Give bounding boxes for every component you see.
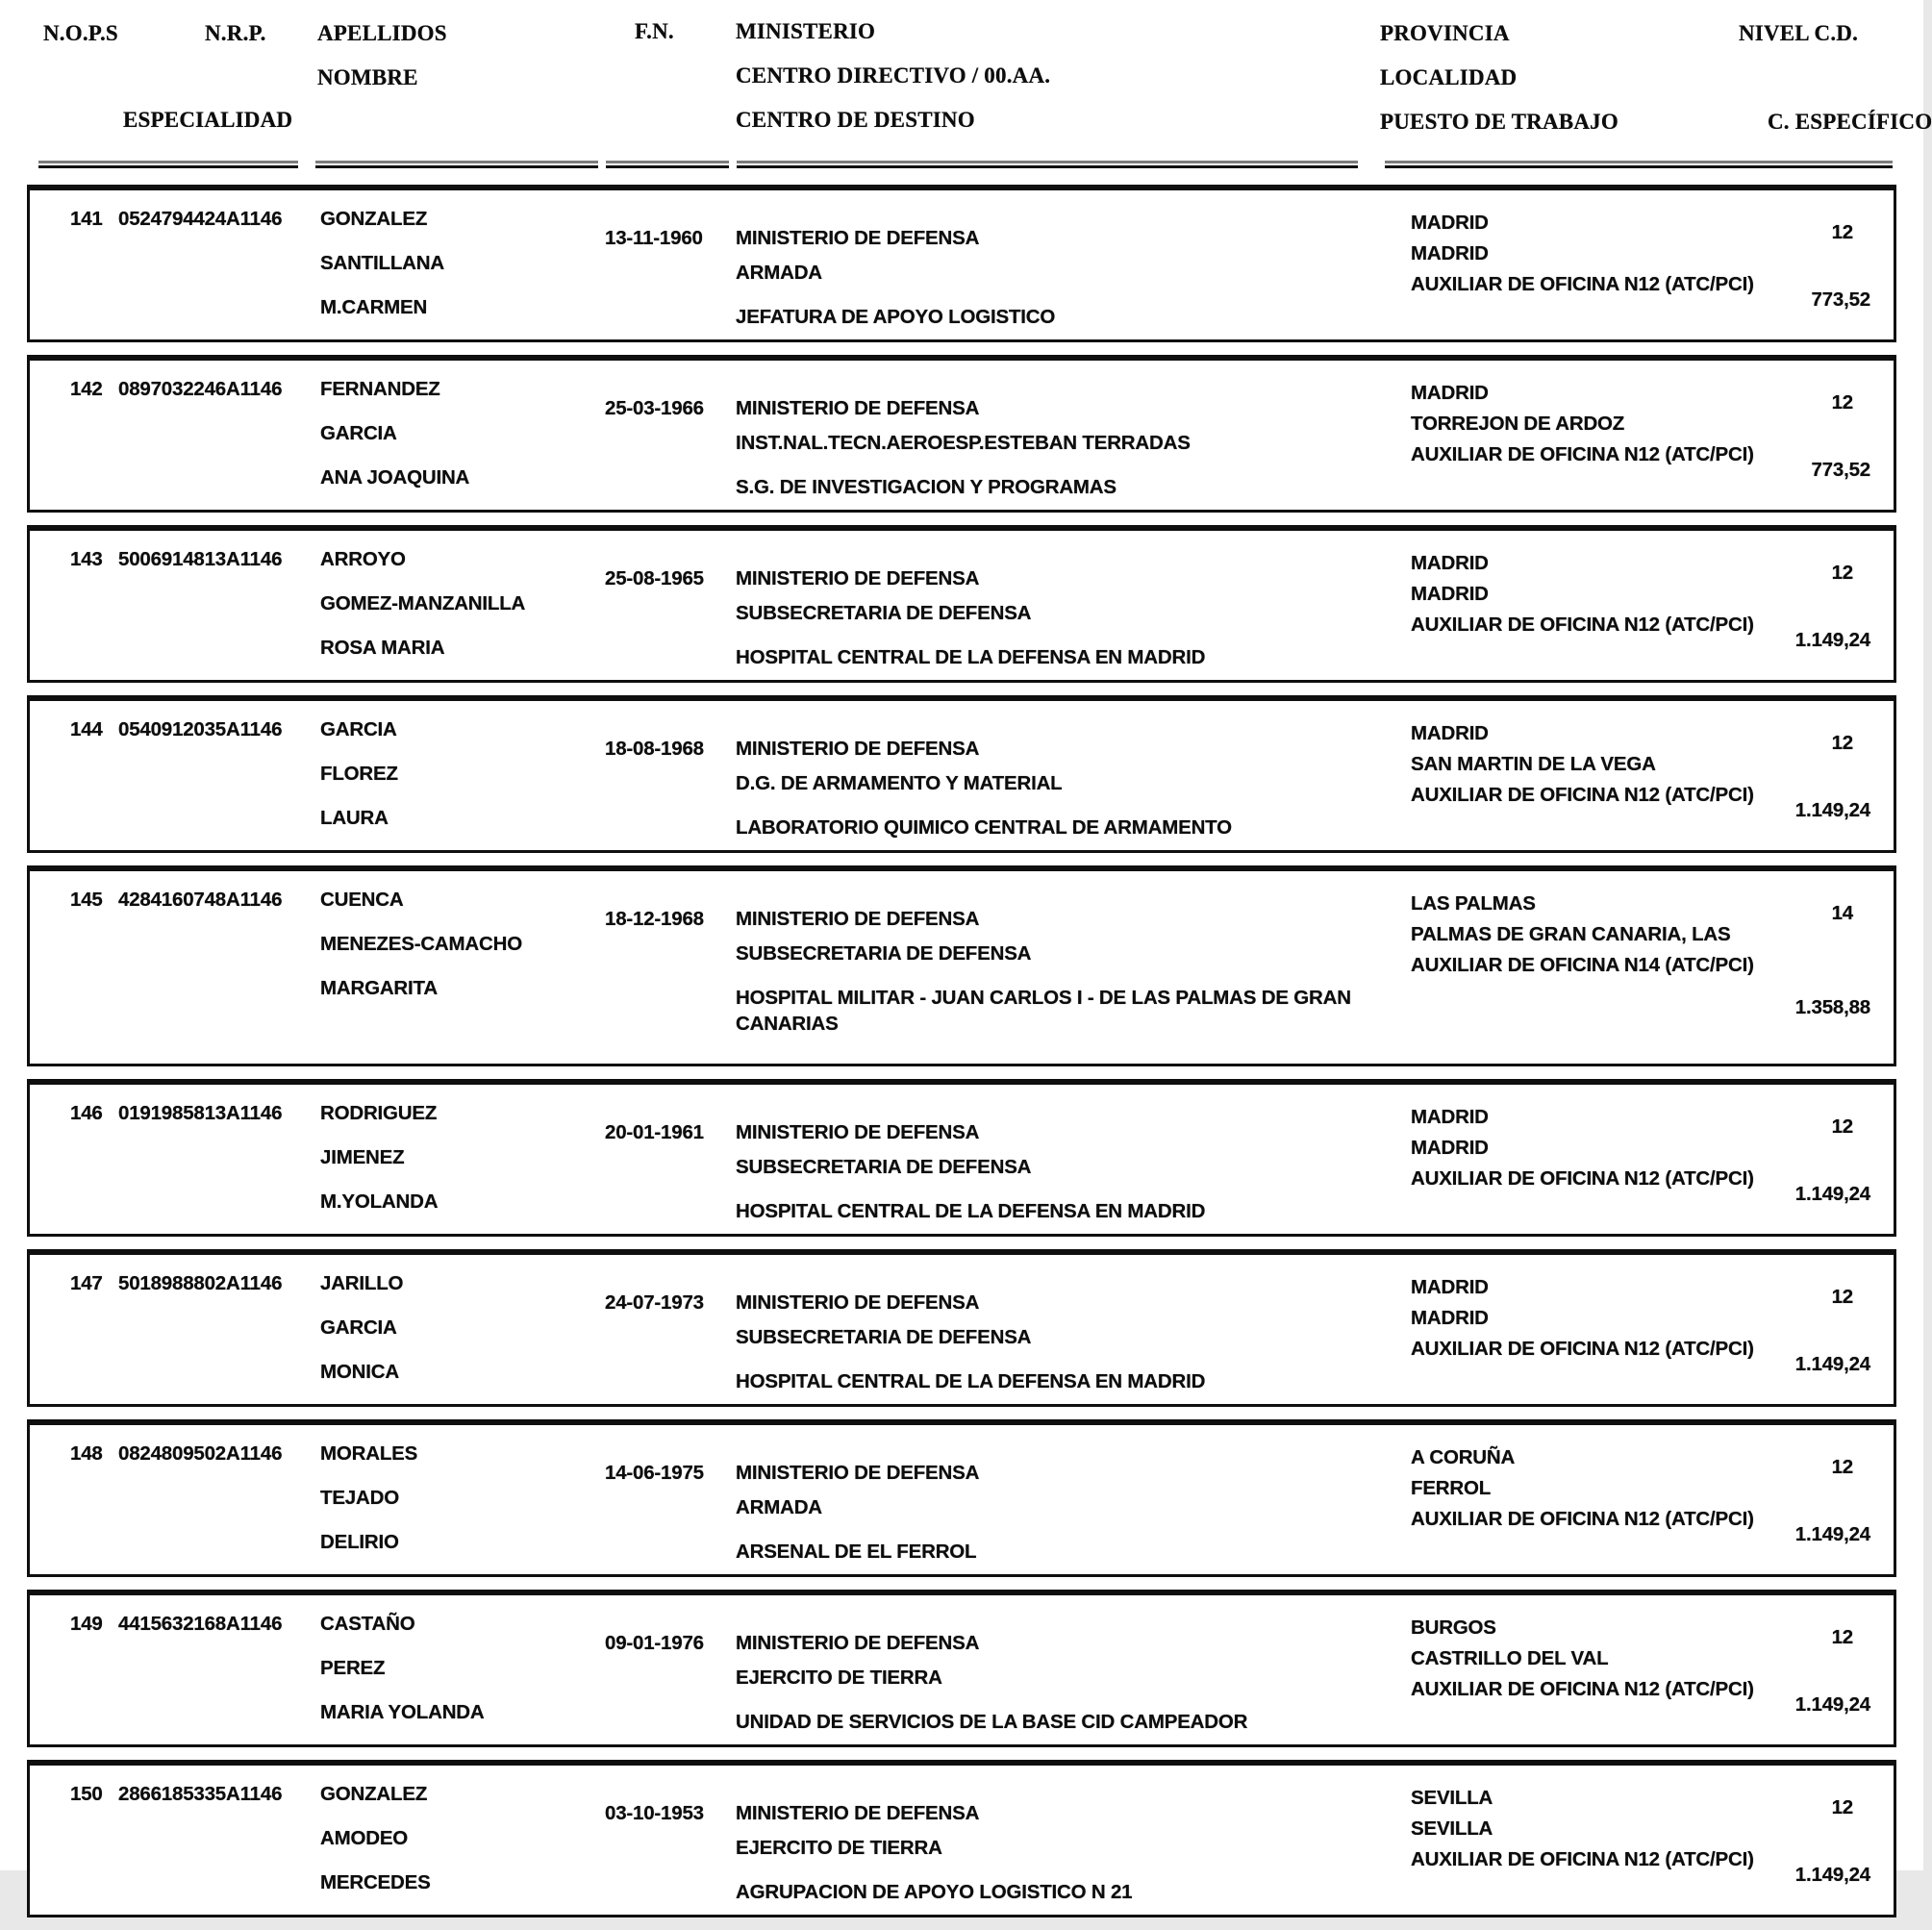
cell-birthdate: 18-12-1968 bbox=[605, 908, 704, 930]
column-header-puesto: PUESTO DE TRABAJO bbox=[1380, 110, 1618, 134]
column-header-centro-destino: CENTRO DE DESTINO bbox=[736, 108, 975, 132]
column-header-nivel: NIVEL C.D. bbox=[1739, 21, 1859, 45]
table-row bbox=[27, 1249, 1896, 1407]
column-header-nombre: NOMBRE bbox=[317, 65, 418, 89]
cell-nops: 148 bbox=[70, 1442, 103, 1465]
cell-surname-2: GOMEZ-MANZANILLA bbox=[320, 592, 526, 614]
cell-birthdate: 14-06-1975 bbox=[605, 1462, 704, 1484]
cell-ministerio: MINISTERIO DE DEFENSA bbox=[736, 567, 980, 589]
rows-container bbox=[27, 185, 1896, 1930]
column-header-centro-directivo: CENTRO DIRECTIVO / 00.AA. bbox=[736, 63, 1051, 88]
cell-nrp: 0824809502A1146 bbox=[118, 1442, 283, 1465]
table-row bbox=[27, 1419, 1896, 1577]
cell-puesto: AUXILIAR DE OFICINA N12 (ATC/PCI) bbox=[1411, 614, 1754, 636]
cell-provincia: BURGOS bbox=[1411, 1617, 1496, 1639]
cell-ministerio: MINISTERIO DE DEFENSA bbox=[736, 1121, 980, 1143]
cell-surname-1: JARILLO bbox=[320, 1272, 404, 1294]
cell-surname-2: AMODEO bbox=[320, 1827, 409, 1849]
cell-nivel-cd: 14 bbox=[1831, 902, 1853, 924]
table-row bbox=[27, 1760, 1896, 1917]
cell-puesto: AUXILIAR DE OFICINA N14 (ATC/PCI) bbox=[1411, 954, 1754, 976]
cell-ministerio: MINISTERIO DE DEFENSA bbox=[736, 738, 980, 760]
cell-centro-directivo: EJERCITO DE TIERRA bbox=[736, 1667, 942, 1689]
cell-nrp: 0524794424A1146 bbox=[118, 208, 283, 230]
cell-ministerio: MINISTERIO DE DEFENSA bbox=[736, 1462, 980, 1484]
cell-nivel-cd: 12 bbox=[1831, 391, 1853, 414]
cell-centro-destino: LABORATORIO QUIMICO CENTRAL DE ARMAMENTO bbox=[736, 816, 1232, 839]
table-row bbox=[27, 1590, 1896, 1747]
cell-firstname: MERCEDES bbox=[320, 1871, 431, 1893]
table-row bbox=[27, 865, 1896, 1066]
cell-firstname: LAURA bbox=[320, 807, 389, 829]
cell-centro-directivo: EJERCITO DE TIERRA bbox=[736, 1837, 942, 1859]
cell-surname-2: TEJADO bbox=[320, 1487, 399, 1509]
cell-firstname: M.CARMEN bbox=[320, 296, 428, 318]
cell-firstname: ANA JOAQUINA bbox=[320, 466, 470, 489]
cell-puesto: AUXILIAR DE OFICINA N12 (ATC/PCI) bbox=[1411, 273, 1754, 295]
cell-c-especifico: 1.149,24 bbox=[1794, 1353, 1870, 1375]
header-rule-segment bbox=[38, 165, 298, 168]
cell-ministerio: MINISTERIO DE DEFENSA bbox=[736, 1802, 980, 1824]
header-rule-segment bbox=[737, 165, 1358, 168]
cell-c-especifico: 1.149,24 bbox=[1794, 1523, 1870, 1545]
cell-ministerio: MINISTERIO DE DEFENSA bbox=[736, 1632, 980, 1654]
cell-surname-2: GARCIA bbox=[320, 422, 397, 444]
cell-birthdate: 25-08-1965 bbox=[605, 567, 704, 589]
cell-nivel-cd: 12 bbox=[1831, 1626, 1853, 1648]
column-header-fn: F.N. bbox=[635, 19, 674, 43]
cell-centro-destino: HOSPITAL CENTRAL DE LA DEFENSA EN MADRID bbox=[736, 646, 1206, 668]
table-row bbox=[27, 185, 1896, 342]
cell-surname-1: GONZALEZ bbox=[320, 208, 428, 230]
cell-centro-destino: ARSENAL DE EL FERROL bbox=[736, 1541, 977, 1563]
cell-surname-2: GARCIA bbox=[320, 1316, 397, 1339]
header-rule-segment bbox=[1385, 165, 1893, 168]
cell-firstname: MONICA bbox=[320, 1361, 399, 1383]
cell-nrp: 0540912035A1146 bbox=[118, 718, 283, 740]
cell-nivel-cd: 12 bbox=[1831, 732, 1853, 754]
table-row bbox=[27, 355, 1896, 513]
cell-centro-destino: HOSPITAL CENTRAL DE LA DEFENSA EN MADRID bbox=[736, 1200, 1206, 1222]
cell-surname-2: PEREZ bbox=[320, 1657, 386, 1679]
cell-ministerio: MINISTERIO DE DEFENSA bbox=[736, 908, 980, 930]
cell-nops: 142 bbox=[70, 378, 103, 400]
cell-surname-1: CASTAÑO bbox=[320, 1613, 415, 1635]
cell-birthdate: 03-10-1953 bbox=[605, 1802, 704, 1824]
cell-nops: 147 bbox=[70, 1272, 103, 1294]
cell-nrp: 4284160748A1146 bbox=[118, 889, 283, 911]
cell-nivel-cd: 12 bbox=[1831, 1115, 1853, 1138]
cell-c-especifico: 1.149,24 bbox=[1794, 629, 1870, 651]
column-header-ministerio: MINISTERIO bbox=[736, 19, 876, 43]
cell-c-especifico: 1.149,24 bbox=[1794, 1693, 1870, 1716]
cell-centro-destino: AGRUPACION DE APOYO LOGISTICO N 21 bbox=[736, 1881, 1133, 1903]
cell-centro-directivo: D.G. DE ARMAMENTO Y MATERIAL bbox=[736, 772, 1063, 794]
cell-nrp: 4415632168A1146 bbox=[118, 1613, 283, 1635]
cell-centro-destino: HOSPITAL CENTRAL DE LA DEFENSA EN MADRID bbox=[736, 1370, 1206, 1392]
cell-nivel-cd: 12 bbox=[1831, 1456, 1853, 1478]
cell-centro-destino: JEFATURA DE APOYO LOGISTICO bbox=[736, 306, 1056, 328]
cell-localidad: MADRID bbox=[1411, 1137, 1489, 1159]
cell-localidad: SAN MARTIN DE LA VEGA bbox=[1411, 753, 1656, 775]
cell-centro-directivo: SUBSECRETARIA DE DEFENSA bbox=[736, 602, 1032, 624]
cell-puesto: AUXILIAR DE OFICINA N12 (ATC/PCI) bbox=[1411, 784, 1754, 806]
column-header-localidad: LOCALIDAD bbox=[1380, 65, 1518, 89]
cell-provincia: MADRID bbox=[1411, 552, 1489, 574]
header-rule-segment bbox=[606, 165, 729, 168]
cell-birthdate: 09-01-1976 bbox=[605, 1632, 704, 1654]
cell-puesto: AUXILIAR DE OFICINA N12 (ATC/PCI) bbox=[1411, 1338, 1754, 1360]
cell-c-especifico: 1.149,24 bbox=[1794, 1183, 1870, 1205]
cell-nrp: 5018988802A1146 bbox=[118, 1272, 283, 1294]
cell-provincia: MADRID bbox=[1411, 212, 1489, 234]
cell-c-especifico: 773,52 bbox=[1811, 459, 1870, 481]
cell-c-especifico: 1.149,24 bbox=[1794, 799, 1870, 821]
cell-centro-directivo: SUBSECRETARIA DE DEFENSA bbox=[736, 1156, 1032, 1178]
cell-nops: 149 bbox=[70, 1613, 103, 1635]
cell-birthdate: 25-03-1966 bbox=[605, 397, 704, 419]
cell-nrp: 0191985813A1146 bbox=[118, 1102, 283, 1124]
cell-c-especifico: 773,52 bbox=[1811, 288, 1870, 311]
cell-nops: 143 bbox=[70, 548, 103, 570]
header-rule-segment bbox=[315, 165, 598, 168]
column-header-nops: N.O.P.S bbox=[43, 21, 118, 45]
column-header-provincia: PROVINCIA bbox=[1380, 21, 1510, 45]
cell-nivel-cd: 12 bbox=[1831, 562, 1853, 584]
cell-surname-1: MORALES bbox=[320, 1442, 418, 1465]
cell-centro-destino: S.G. DE INVESTIGACION Y PROGRAMAS bbox=[736, 476, 1117, 498]
cell-surname-1: RODRIGUEZ bbox=[320, 1102, 438, 1124]
column-header-nrp: N.R.P. bbox=[205, 21, 266, 45]
cell-centro-directivo: INST.NAL.TECN.AEROESP.ESTEBAN TERRADAS bbox=[736, 432, 1191, 454]
cell-nops: 150 bbox=[70, 1783, 103, 1805]
cell-firstname: DELIRIO bbox=[320, 1531, 399, 1553]
cell-surname-2: SANTILLANA bbox=[320, 252, 444, 274]
cell-puesto: AUXILIAR DE OFICINA N12 (ATC/PCI) bbox=[1411, 1508, 1754, 1530]
cell-localidad: MADRID bbox=[1411, 1307, 1489, 1329]
cell-localidad: FERROL bbox=[1411, 1477, 1492, 1499]
cell-surname-1: CUENCA bbox=[320, 889, 404, 911]
cell-firstname: M.YOLANDA bbox=[320, 1191, 439, 1213]
cell-nops: 146 bbox=[70, 1102, 103, 1124]
cell-centro-destino: HOSPITAL MILITAR - JUAN CARLOS I - DE LAS PALMAS DE GRAN CANARIAS bbox=[736, 987, 1351, 1035]
cell-puesto: AUXILIAR DE OFICINA N12 (ATC/PCI) bbox=[1411, 1848, 1754, 1870]
cell-nivel-cd: 12 bbox=[1831, 1286, 1853, 1308]
column-header-apellidos: APELLIDOS bbox=[317, 21, 447, 45]
cell-localidad: TORREJON DE ARDOZ bbox=[1411, 413, 1625, 435]
cell-puesto: AUXILIAR DE OFICINA N12 (ATC/PCI) bbox=[1411, 443, 1754, 465]
table-header bbox=[0, 0, 1932, 183]
cell-c-especifico: 1.149,24 bbox=[1794, 1864, 1870, 1886]
column-header-especifico: C. ESPECÍFICO bbox=[1768, 110, 1932, 134]
cell-firstname: MARGARITA bbox=[320, 977, 438, 999]
cell-provincia: MADRID bbox=[1411, 1276, 1489, 1298]
cell-surname-1: ARROYO bbox=[320, 548, 406, 570]
cell-provincia: MADRID bbox=[1411, 1106, 1489, 1128]
cell-nrp: 5006914813A1146 bbox=[118, 548, 283, 570]
cell-birthdate: 13-11-1960 bbox=[605, 227, 703, 249]
cell-nops: 145 bbox=[70, 889, 103, 911]
cell-firstname: MARIA YOLANDA bbox=[320, 1701, 485, 1723]
cell-c-especifico: 1.358,88 bbox=[1794, 996, 1870, 1018]
cell-localidad: MADRID bbox=[1411, 583, 1489, 605]
cell-surname-2: JIMENEZ bbox=[320, 1146, 405, 1168]
cell-localidad: MADRID bbox=[1411, 242, 1489, 264]
cell-ministerio: MINISTERIO DE DEFENSA bbox=[736, 397, 980, 419]
cell-nops: 144 bbox=[70, 718, 103, 740]
cell-centro-destino: UNIDAD DE SERVICIOS DE LA BASE CID CAMPEADOR bbox=[736, 1711, 1248, 1733]
cell-nivel-cd: 12 bbox=[1831, 1796, 1853, 1818]
cell-nrp: 2866185335A1146 bbox=[118, 1783, 283, 1805]
cell-surname-2: FLOREZ bbox=[320, 763, 398, 785]
cell-centro-directivo: SUBSECRETARIA DE DEFENSA bbox=[736, 1326, 1032, 1348]
cell-centro-directivo: SUBSECRETARIA DE DEFENSA bbox=[736, 942, 1032, 965]
column-header-especialidad: ESPECIALIDAD bbox=[123, 108, 293, 132]
cell-birthdate: 20-01-1961 bbox=[605, 1121, 704, 1143]
cell-provincia: LAS PALMAS bbox=[1411, 892, 1536, 915]
cell-centro-directivo: ARMADA bbox=[736, 1496, 822, 1518]
cell-birthdate: 18-08-1968 bbox=[605, 738, 704, 760]
cell-birthdate: 24-07-1973 bbox=[605, 1291, 704, 1314]
cell-localidad: PALMAS DE GRAN CANARIA, LAS bbox=[1411, 923, 1731, 945]
cell-puesto: AUXILIAR DE OFICINA N12 (ATC/PCI) bbox=[1411, 1678, 1754, 1700]
cell-ministerio: MINISTERIO DE DEFENSA bbox=[736, 227, 980, 249]
cell-puesto: AUXILIAR DE OFICINA N12 (ATC/PCI) bbox=[1411, 1167, 1754, 1190]
cell-firstname: ROSA MARIA bbox=[320, 637, 445, 659]
table-row bbox=[27, 1079, 1896, 1237]
cell-localidad: SEVILLA bbox=[1411, 1817, 1493, 1840]
cell-surname-1: FERNANDEZ bbox=[320, 378, 440, 400]
cell-ministerio: MINISTERIO DE DEFENSA bbox=[736, 1291, 980, 1314]
cell-provincia: MADRID bbox=[1411, 722, 1489, 744]
table-row bbox=[27, 525, 1896, 683]
cell-nrp: 0897032246A1146 bbox=[118, 378, 283, 400]
cell-localidad: CASTRILLO DEL VAL bbox=[1411, 1647, 1609, 1669]
cell-nivel-cd: 12 bbox=[1831, 221, 1853, 243]
cell-centro-directivo: ARMADA bbox=[736, 262, 822, 284]
cell-provincia: MADRID bbox=[1411, 382, 1489, 404]
cell-nops: 141 bbox=[70, 208, 103, 230]
cell-provincia: A CORUÑA bbox=[1411, 1446, 1516, 1468]
cell-provincia: SEVILLA bbox=[1411, 1787, 1493, 1809]
table-row bbox=[27, 695, 1896, 853]
cell-surname-2: MENEZES-CAMACHO bbox=[320, 933, 522, 955]
cell-surname-1: GARCIA bbox=[320, 718, 397, 740]
cell-surname-1: GONZALEZ bbox=[320, 1783, 428, 1805]
